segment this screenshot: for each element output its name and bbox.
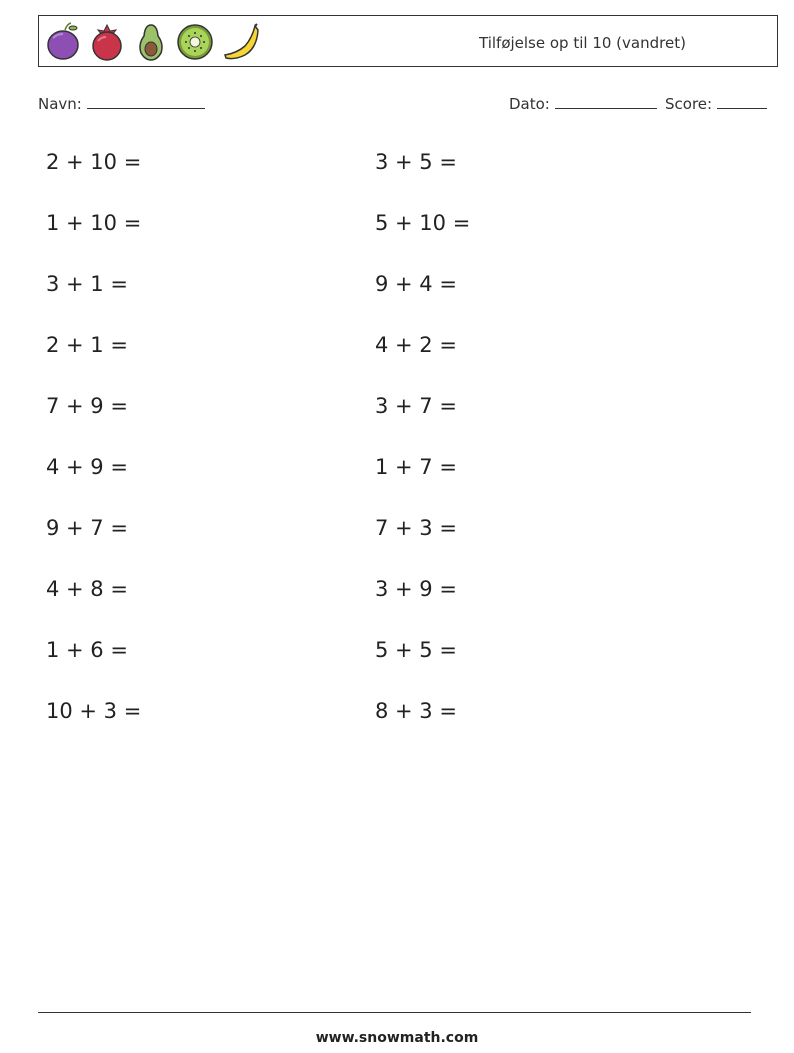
problem-left-3: 3 + 1 = bbox=[46, 272, 128, 296]
problem-right-10: 8 + 3 = bbox=[375, 699, 457, 723]
problem-right-1: 3 + 5 = bbox=[375, 150, 457, 174]
problem-right-4: 4 + 2 = bbox=[375, 333, 457, 357]
problem-right-8: 3 + 9 = bbox=[375, 577, 457, 601]
footer-divider bbox=[38, 1012, 751, 1013]
avocado-icon bbox=[131, 22, 171, 62]
problem-left-1: 2 + 10 = bbox=[46, 150, 142, 174]
problem-right-3: 9 + 4 = bbox=[375, 272, 457, 296]
problem-right-5: 3 + 7 = bbox=[375, 394, 457, 418]
name-label: Navn: bbox=[38, 95, 82, 113]
plum-icon bbox=[43, 22, 83, 62]
score-blank bbox=[717, 94, 767, 109]
problem-left-2: 1 + 10 = bbox=[46, 211, 142, 235]
problem-right-6: 1 + 7 = bbox=[375, 455, 457, 479]
problem-left-8: 4 + 8 = bbox=[46, 577, 128, 601]
date-field bbox=[509, 94, 657, 113]
name-field bbox=[38, 94, 205, 113]
footer-url: www.snowmath.com bbox=[315, 1030, 479, 1046]
problem-left-9: 1 + 6 = bbox=[46, 638, 128, 662]
score-label: Score: bbox=[665, 95, 713, 113]
pomegranate-icon bbox=[87, 22, 127, 62]
problem-left-6: 4 + 9 = bbox=[46, 455, 128, 479]
worksheet-title: Tilføjelse op til 10 (vandret) bbox=[479, 34, 686, 52]
score-field bbox=[665, 94, 767, 113]
date-blank bbox=[555, 94, 657, 109]
problem-left-4: 2 + 1 = bbox=[46, 333, 128, 357]
problem-right-9: 5 + 5 = bbox=[375, 638, 457, 662]
worksheet-header bbox=[38, 15, 778, 67]
problem-right-7: 7 + 3 = bbox=[375, 516, 457, 540]
problem-left-10: 10 + 3 = bbox=[46, 699, 142, 723]
problem-left-7: 9 + 7 = bbox=[46, 516, 128, 540]
problem-right-2: 5 + 10 = bbox=[375, 211, 471, 235]
name-blank bbox=[87, 94, 205, 109]
problem-left-5: 7 + 9 = bbox=[46, 394, 128, 418]
kiwi-icon bbox=[175, 22, 215, 62]
date-label: Dato: bbox=[509, 95, 550, 113]
banana-icon bbox=[221, 22, 261, 62]
